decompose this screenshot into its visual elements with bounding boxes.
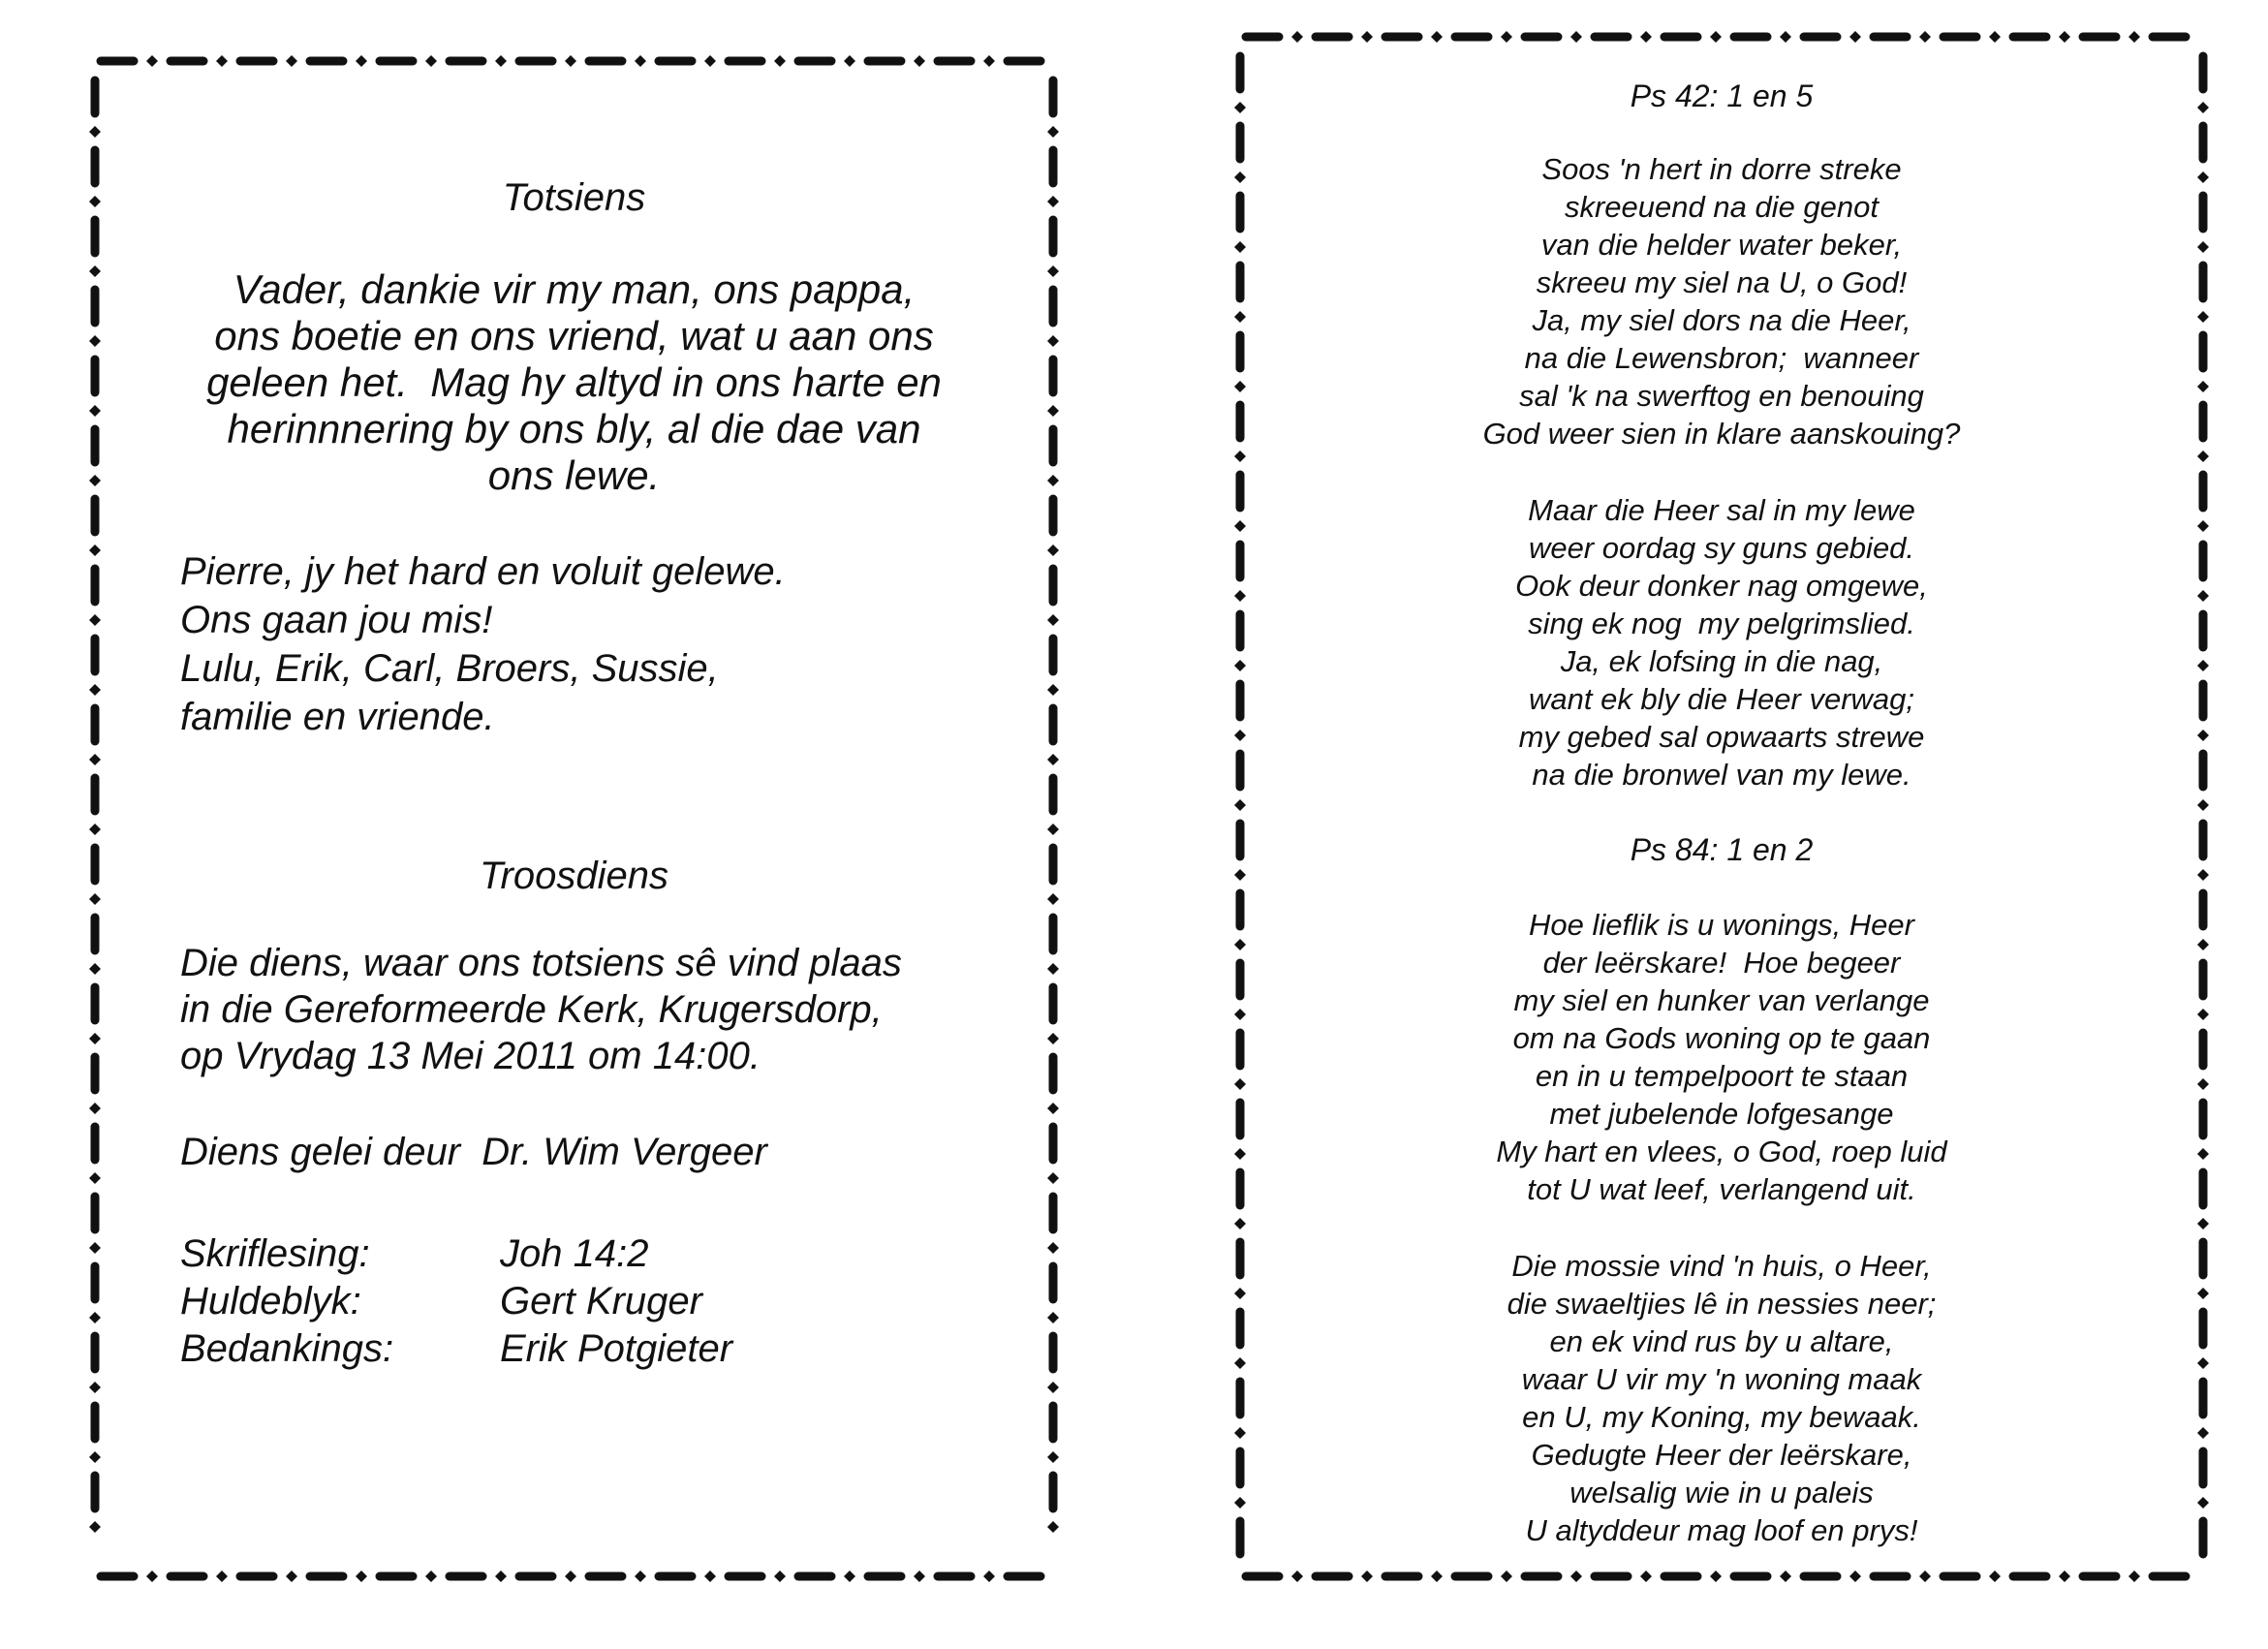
psalm-84-verse-1: Hoe lieflik is u wonings, Heer der leërskare! Hoe begeer my siel en hunker van verlange om na Gods woning op te gaan en in u tempelpoort te staan met jubelende lofgesange My hart en vlees, o God, roep luid tot U wat leef, verlangend uit. [1496,908,1947,1206]
role-value: Gert Kruger [500,1280,702,1322]
prayer-text: Vader, dankie vir my man, ons pappa, ons boetie en ons vriend, wat u aan ons geleen het. Mag hy altyd in ons harte en herinnnering by ons bly, al die dae van ons lewe. [206,266,942,498]
service-details: Die diens, waar ons totsiens sê vind plaas in die Gereformeerde Kerk, Krugersdorp, op Vrydag 13 Mei 2011 om 14:00. [180,942,902,1077]
psalm-42-title: Ps 42: 1 en 5 [1630,78,1814,113]
psalm-84-verse-2: Die mossie vind 'n huis, o Heer, die swaeltjies lê in nessies neer; en ek vind rus by u altare, waar U vir my 'n woning maak en U, my Koning, my bewaak. Gedugte Heer der leërskare, welsalig wie in u paleis U altyddeur mag loof en prys! [1507,1249,1937,1547]
left-card [87,53,1061,1584]
role-label: Huldeblyk: [180,1280,361,1322]
psalm-42-verse-5: Maar die Heer sal in my lewe weer oordag sy guns gebied. Ook deur donker nag omgewe, sing ek nog my pelgrimslied. Ja, ek lofsing in die nag, want ek bly die Heer verwag; my gebed sal opwaarts strewe na die bronwel van my lewe. [1515,493,1928,792]
role-value: Erik Potgieter [500,1327,733,1370]
service-title: Troosdiens [480,855,668,897]
farewell-message: Pierre, jy het hard en voluit gelewe. Ons gaan jou mis! Lulu, Erik, Carl, Broers, Sussie, familie en vriende. [180,550,786,738]
service-leader: Diens gelei deur Dr. Wim Vergeer [180,1131,767,1173]
role-label: Skriflesing: [180,1232,370,1275]
card-title: Totsiens [502,176,646,219]
psalm-84-title: Ps 84: 1 en 2 [1630,832,1814,867]
role-row [180,1230,732,1278]
psalm-42-verse-1: Soos 'n hert in dorre streke skreeuend na die genot van die helder water beker, skreeu my siel na U, o God! Ja, my siel dors na die Heer, na die Lewensbron; wanneer sal 'k na swerftog en benouing God weer sien in klare aanskouing? [1482,152,1961,451]
role-row [180,1278,732,1325]
role-label: Bedankings: [180,1327,394,1370]
role-value: Joh 14:2 [500,1232,649,1275]
right-card [1232,29,2211,1584]
roles-list [180,1230,732,1373]
role-row [180,1325,732,1373]
